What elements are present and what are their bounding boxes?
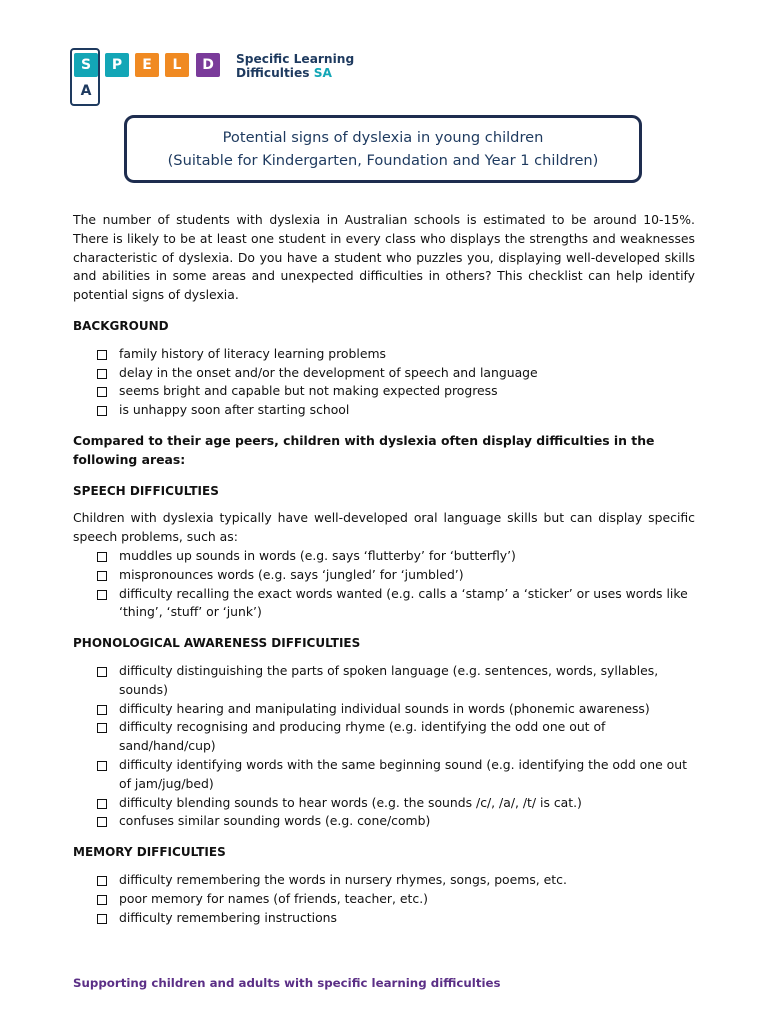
logo-name-line1: Specific Learning <box>236 52 355 66</box>
title-line2: (Suitable for Kindergarten, Foundation and Year 1 children) <box>167 152 599 169</box>
logo-name-difficulties: Difficulties <box>236 66 310 80</box>
logo-letter-s: S <box>74 53 98 77</box>
logo-name-line2 <box>236 66 354 80</box>
checklist-item <box>73 662 695 700</box>
checkbox-icon[interactable] <box>97 552 107 562</box>
checklist-item-text: difficulty remembering instructions <box>119 909 337 925</box>
checklist-item-text: difficulty remembering the words in nursery rhymes, songs, poems, etc. <box>119 871 567 887</box>
checkbox-icon[interactable] <box>97 799 107 809</box>
checklist-item <box>73 585 695 623</box>
checkbox-icon[interactable] <box>97 761 107 771</box>
checkbox-icon[interactable] <box>97 406 107 416</box>
speld-logo <box>70 48 360 108</box>
logo-letter-a: A <box>74 79 98 103</box>
phonological-heading: PHONOLOGICAL AWARENESS DIFFICULTIES <box>73 636 361 651</box>
background-checklist <box>73 345 695 420</box>
intro-paragraph: The number of students with dyslexia in Australian schools is estimated to be around 10-15%. There is likely to be at least one student in every class who displays the strengths and weaknesses characteristic of dyslexia. Do you have a student who puzzles you, displaying well-developed skills and abilities in some areas and unexpected difficulties in others? This checklist can help identify potential signs of dyslexia. <box>73 212 695 303</box>
checkbox-icon[interactable] <box>97 667 107 677</box>
memory-heading: MEMORY DIFFICULTIES <box>73 845 226 860</box>
speech-checklist <box>73 547 695 622</box>
background-heading: BACKGROUND <box>73 318 169 333</box>
logo-letter-l: L <box>165 53 189 77</box>
checklist-item <box>73 345 695 364</box>
checklist-item <box>73 700 695 719</box>
checklist-item <box>73 756 695 794</box>
phonological-checklist <box>73 662 695 831</box>
checkbox-icon[interactable] <box>97 876 107 886</box>
checklist-item <box>73 718 695 756</box>
checklist-item <box>73 401 695 420</box>
checklist-item-text: confuses similar sounding words (e.g. cone/comb) <box>119 813 431 829</box>
checklist-item <box>73 566 695 585</box>
memory-checklist <box>73 871 695 927</box>
checkbox-icon[interactable] <box>97 350 107 360</box>
checklist-item-text: difficulty blending sounds to hear words (e.g. the sounds /c/, /a/, /t/ is cat.) <box>119 794 582 810</box>
speech-intro: Children with dyslexia typically have well-developed oral language skills but can display specific speech problems, such as: <box>73 510 695 545</box>
checklist-item-text: poor memory for names (of friends, teacher, etc.) <box>119 890 428 906</box>
checklist-item <box>73 547 695 566</box>
checklist-item <box>73 794 695 813</box>
checklist-item <box>73 909 695 928</box>
checklist-item-text: delay in the onset and/or the development of speech and language <box>119 364 538 380</box>
checklist-item <box>73 382 695 401</box>
logo-letter-p: P <box>105 53 129 77</box>
footer-tagline: Supporting children and adults with specific learning difficulties <box>73 976 501 990</box>
checklist-item-text: is unhappy soon after starting school <box>119 402 350 418</box>
checkbox-icon[interactable] <box>97 369 107 379</box>
speech-heading: SPEECH DIFFICULTIES <box>73 483 219 498</box>
checklist-item <box>73 871 695 890</box>
checklist-item-text: difficulty distinguishing the parts of spoken language (e.g. sentences, words, syllables, sounds) <box>119 662 659 697</box>
checkbox-icon[interactable] <box>97 571 107 581</box>
checklist-item <box>73 364 695 383</box>
checklist-item-text: difficulty recalling the exact words wanted (e.g. calls a ‘stamp’ a ‘sticker’ or uses words like ‘thing’, ‘stuff’ or ‘junk’) <box>119 585 688 620</box>
title-line1: Potential signs of dyslexia in young children <box>222 129 544 146</box>
checkbox-icon[interactable] <box>97 817 107 827</box>
checklist-item <box>73 812 695 831</box>
checkbox-icon[interactable] <box>97 705 107 715</box>
checklist-item-text: family history of literacy learning problems <box>119 345 386 361</box>
checklist-item-text: difficulty identifying words with the same beginning sound (e.g. identifying the odd one out of jam/jug/bed) <box>119 756 687 791</box>
checkbox-icon[interactable] <box>97 723 107 733</box>
checkbox-icon[interactable] <box>97 387 107 397</box>
logo-letter-e: E <box>135 53 159 77</box>
compared-statement: Compared to their age peers, children with dyslexia often display difficulties in the following areas: <box>73 432 655 467</box>
checklist-item-text: muddles up sounds in words (e.g. says ‘flutterby’ for ‘butterfly’) <box>119 547 516 563</box>
checklist-item-text: difficulty recognising and producing rhyme (e.g. identifying the odd one out of sand/hand/cup) <box>119 719 606 754</box>
logo-name-sa: SA <box>313 66 332 80</box>
checkbox-icon[interactable] <box>97 914 107 924</box>
document-body <box>73 211 695 927</box>
logo-letter-d: D <box>196 53 220 77</box>
checklist-item-text: seems bright and capable but not making expected progress <box>119 383 498 399</box>
checklist-item-text: mispronounces words (e.g. says ‘jungled’ for ‘jumbled’) <box>119 566 464 582</box>
checkbox-icon[interactable] <box>97 590 107 600</box>
checkbox-icon[interactable] <box>97 895 107 905</box>
checklist-item-text: difficulty hearing and manipulating individual sounds in words (phonemic awareness) <box>119 700 650 716</box>
checklist-item <box>73 890 695 909</box>
logo-wordmark <box>236 52 354 80</box>
title-box <box>124 115 642 183</box>
